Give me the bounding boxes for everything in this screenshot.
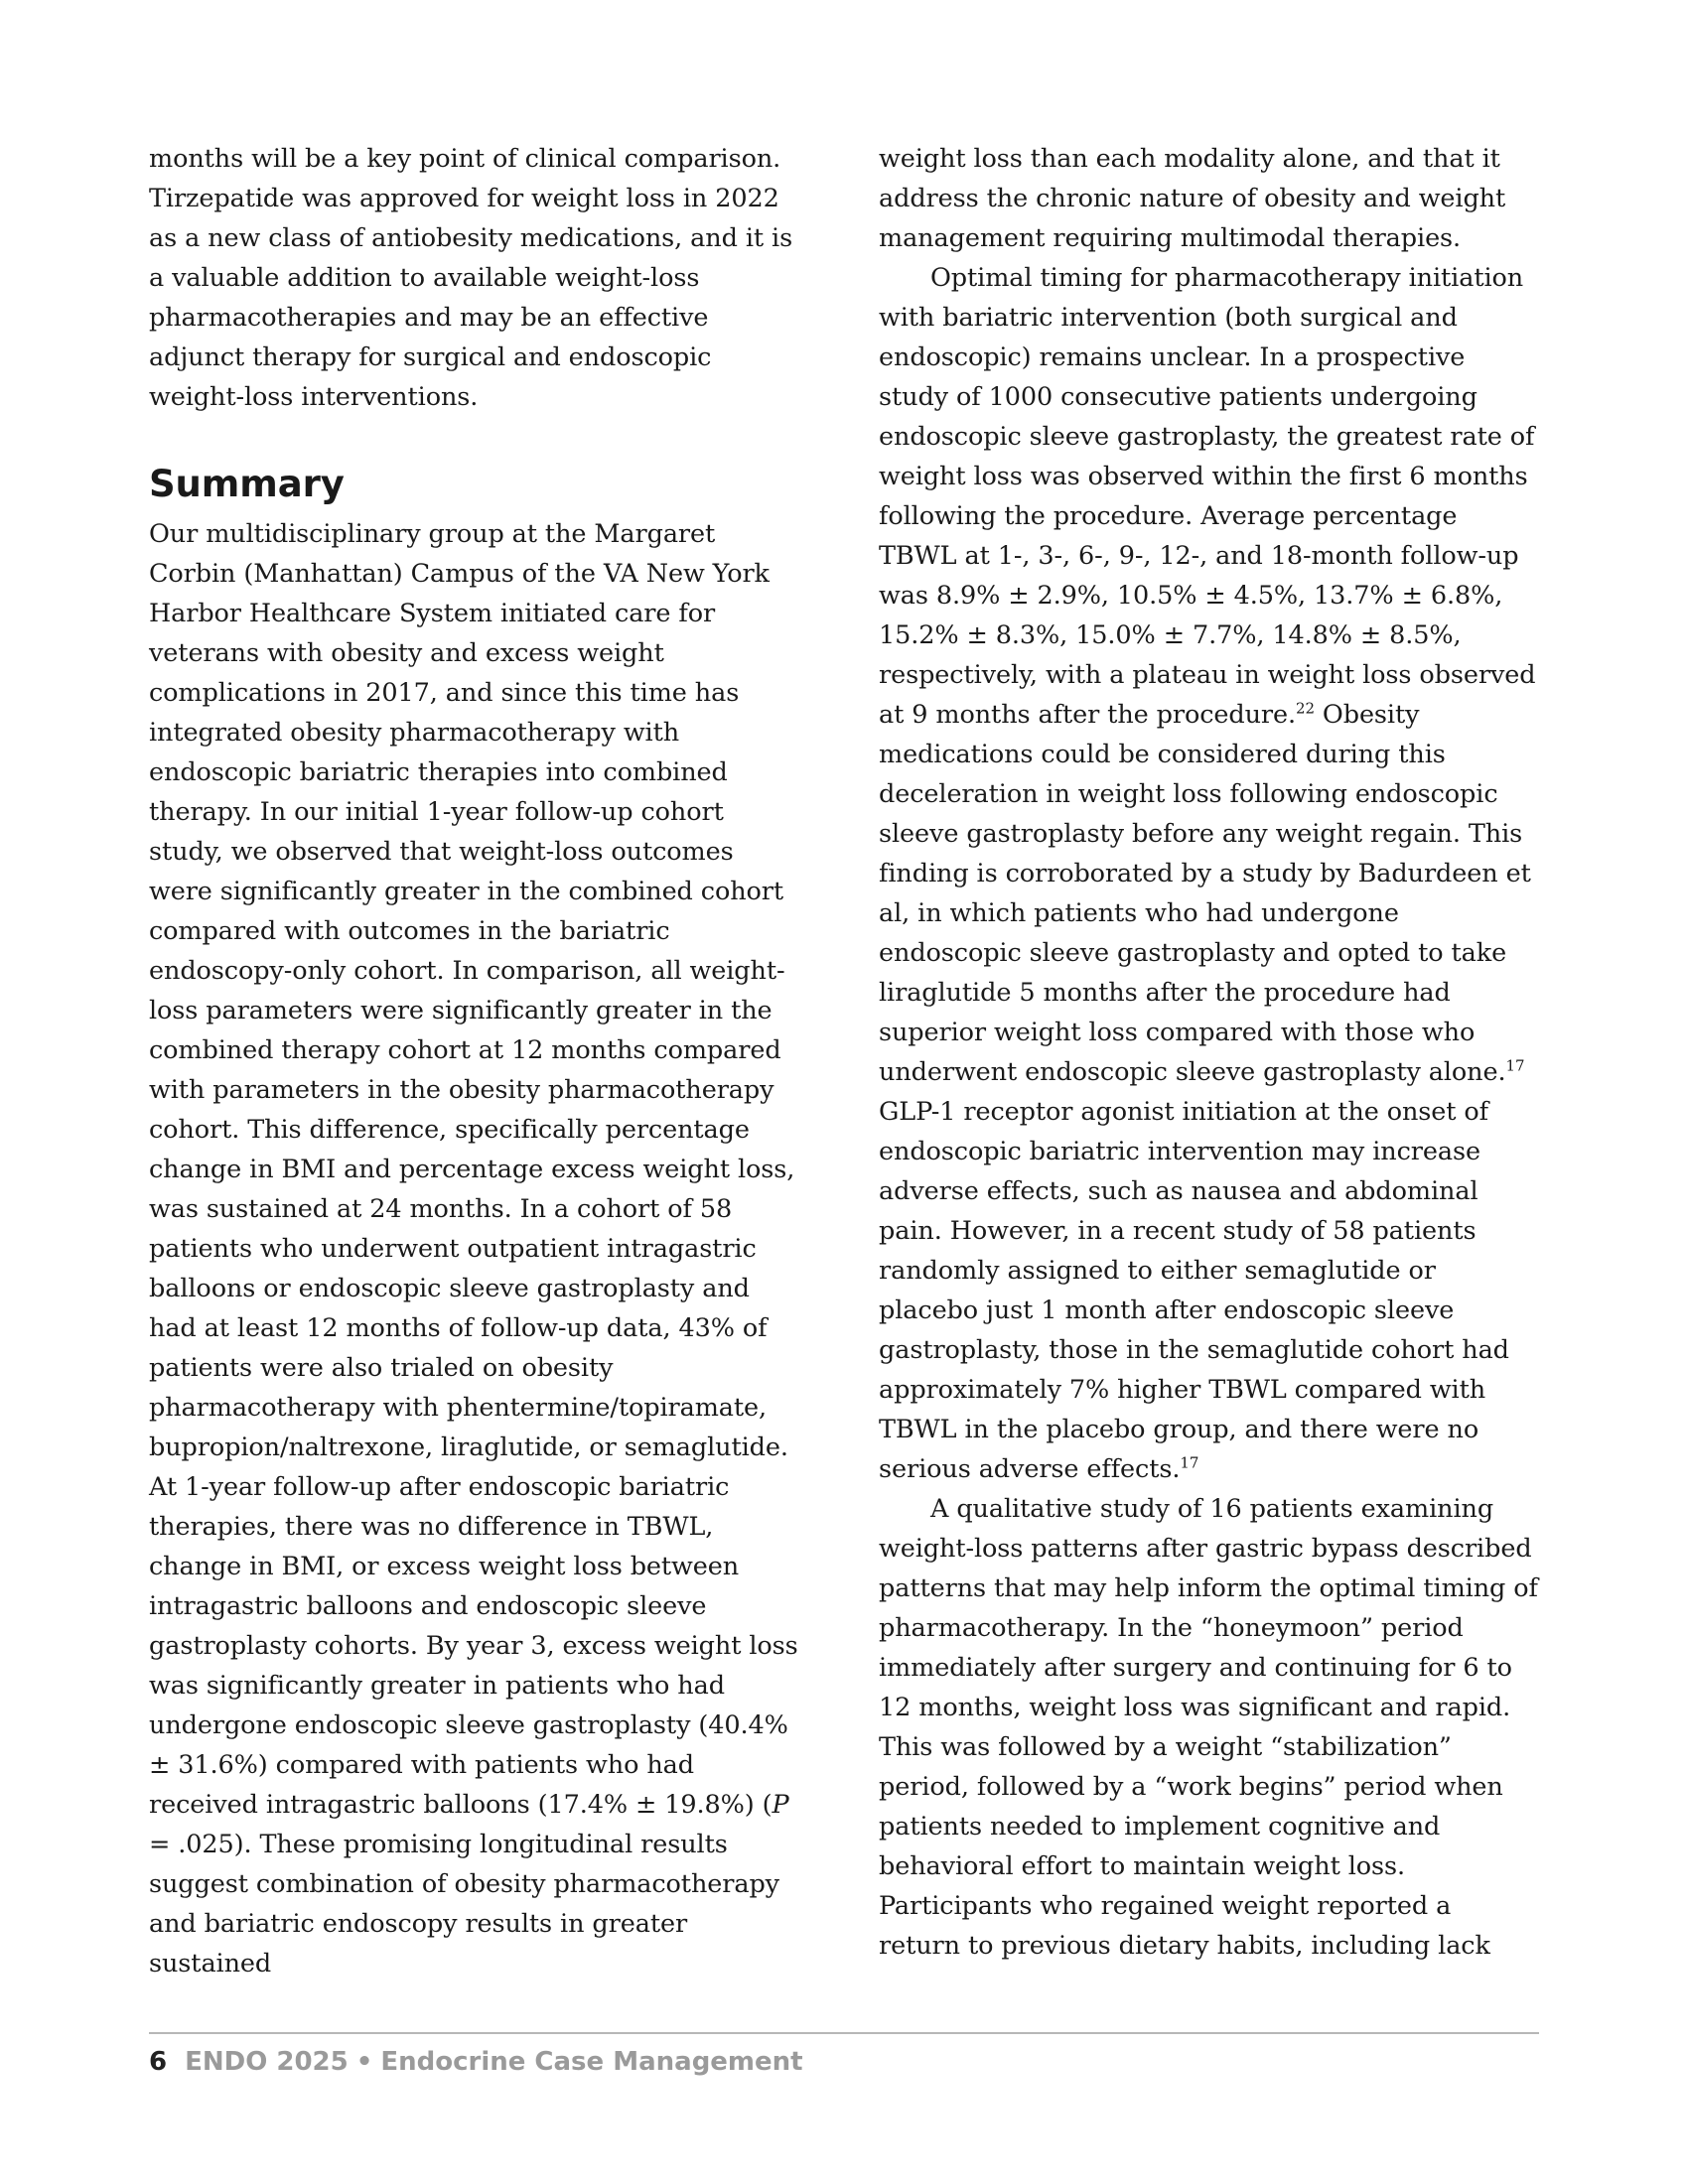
qualitative-study-paragraph: A qualitative study of 16 patients examining weight-loss patterns after gastric bypass described patterns that may help inform the optimal timing of pharmacotherapy. In the “honeymoon” period immediately after surgery and continuing for 6 to 12 months, weight loss was significant and rapid. This was followed by a weight “stabilization” period, followed by a “work begins” period when patients needed to implement cognitive and behavioral effort to maintain weight loss. Participants who regained weight reported a return to previous dietary habits, including lack bbox=[879, 1494, 1538, 1961]
section-name: Endocrine Case Management bbox=[380, 2047, 803, 2077]
summary-text-part2: = .025). These promising longitudinal results suggest combination of obesity pharmacotherapy and bariatric endoscopy results in greater sustained bbox=[149, 1830, 779, 1979]
reference-22: 22 bbox=[1296, 699, 1315, 718]
publication-name: ENDO 2025 bbox=[185, 2047, 349, 2077]
timing-text-part2: Obesity medications could be considered during this deceleration in weight loss following endoscopic sleeve gastroplasty before any weight regain. This finding is corroborated by a study by Badurdeen et al, in which patients who had undergone endoscopic sleeve gastroplasty and opted to take liraglutide 5 months after the procedure had superior weight loss compared with those who underwent endoscopic sleeve gastroplasty alone. bbox=[879, 700, 1531, 1087]
reference-17: 17 bbox=[1180, 1453, 1199, 1472]
reference-17: 17 bbox=[1505, 1056, 1525, 1075]
summary-paragraph bbox=[149, 514, 804, 1983]
timing-text-part3: GLP-1 receptor agonist initiation at the onset of endoscopic bariatric intervention may increase adverse effects, such as nausea and abdominal pain. However, in a recent study of 58 patients randomly assigned to either semaglutide or placebo just 1 month after endoscopic sleeve gastroplasty, those in the semaglutide cohort had approximately 7% higher TBWL compared with TBWL in the placebo group, and there were no serious adverse effects. bbox=[879, 1097, 1509, 1484]
summary-heading: Summary bbox=[149, 463, 345, 505]
right-column bbox=[879, 139, 1539, 1966]
timing-text-part1: Optimal timing for pharmacotherapy initiation with bariatric intervention (both surgical and endoscopic) remains unclear. In a prospective study of 1000 consecutive patients undergoing endoscopic sleeve gastroplasty, the greatest rate of weight loss was observed within the first 6 months following the procedure. Average percentage TBWL at 1-, 3-, 6-, 9-, 12-, and 18-month follow-up was 8.9% ± 2.9%, 10.5% ± 4.5%, 13.7% ± 6.8%, 15.2% ± 8.3%, 15.0% ± 7.7%, 14.8% ± 8.5%, respectively, with a plateau in weight loss observed at 9 months after the procedure. bbox=[879, 263, 1536, 730]
continuation-paragraph: weight loss than each modality alone, and that it address the chronic nature of obesity and weight management requiring multimodal therapies. bbox=[879, 144, 1506, 253]
left-column bbox=[149, 139, 804, 1983]
p-value-symbol: P bbox=[772, 1790, 789, 1820]
intro-paragraph: months will be a key point of clinical comparison. Tirzepatide was approved for weight loss in 2022 as a new class of antiobesity medications, and it is a valuable addition to available weight-loss pharmacotherapies and may be an effective adjunct therapy for surgical and endoscopic weight-loss interventions. bbox=[149, 144, 793, 412]
page-footer bbox=[149, 2045, 803, 2079]
footer-divider bbox=[149, 2032, 1539, 2034]
summary-text-part1: Our multidisciplinary group at the Margaret Corbin (Manhattan) Campus of the VA New York Harbor Healthcare System initiated care for veterans with obesity and excess weight complications in 2017, and since this time has integrated obesity pharmacotherapy with endoscopic bariatric therapies into combined therapy. In our initial 1-year follow-up cohort study, we observed that weight-loss outcomes were significantly greater in the combined cohort compared with outcomes in the bariatric endoscopy-only cohort. In comparison, all weight-loss parameters were significantly greater in the combined therapy cohort at 12 months compared with parameters in the obesity pharmacotherapy cohort. This difference, specifically percentage change in BMI and percentage excess weight loss, was sustained at 24 months. In a cohort of 58 patients who underwent outpatient intragastric balloons or endoscopic sleeve gastroplasty and had at least 12 months of follow-up data, 43% of patients were also trialed on obesity pharmacotherapy with phentermine/topiramate, bupropion/naltrexone, liraglutide, or semaglutide. At 1-year follow-up after endoscopic bariatric therapies, there was no difference in TBWL, change in BMI, or excess weight loss between intragastric balloons and endoscopic sleeve gastroplasty cohorts. By year 3, excess weight loss was significantly greater in patients who had undergone endoscopic sleeve gastroplasty (40.4% ± 31.6%) compared with patients who had received intragastric balloons (17.4% ± 19.8%) ( bbox=[149, 519, 798, 1820]
bullet-separator: • bbox=[355, 2047, 373, 2077]
timing-paragraph bbox=[879, 258, 1539, 1489]
page-number: 6 bbox=[149, 2047, 168, 2077]
